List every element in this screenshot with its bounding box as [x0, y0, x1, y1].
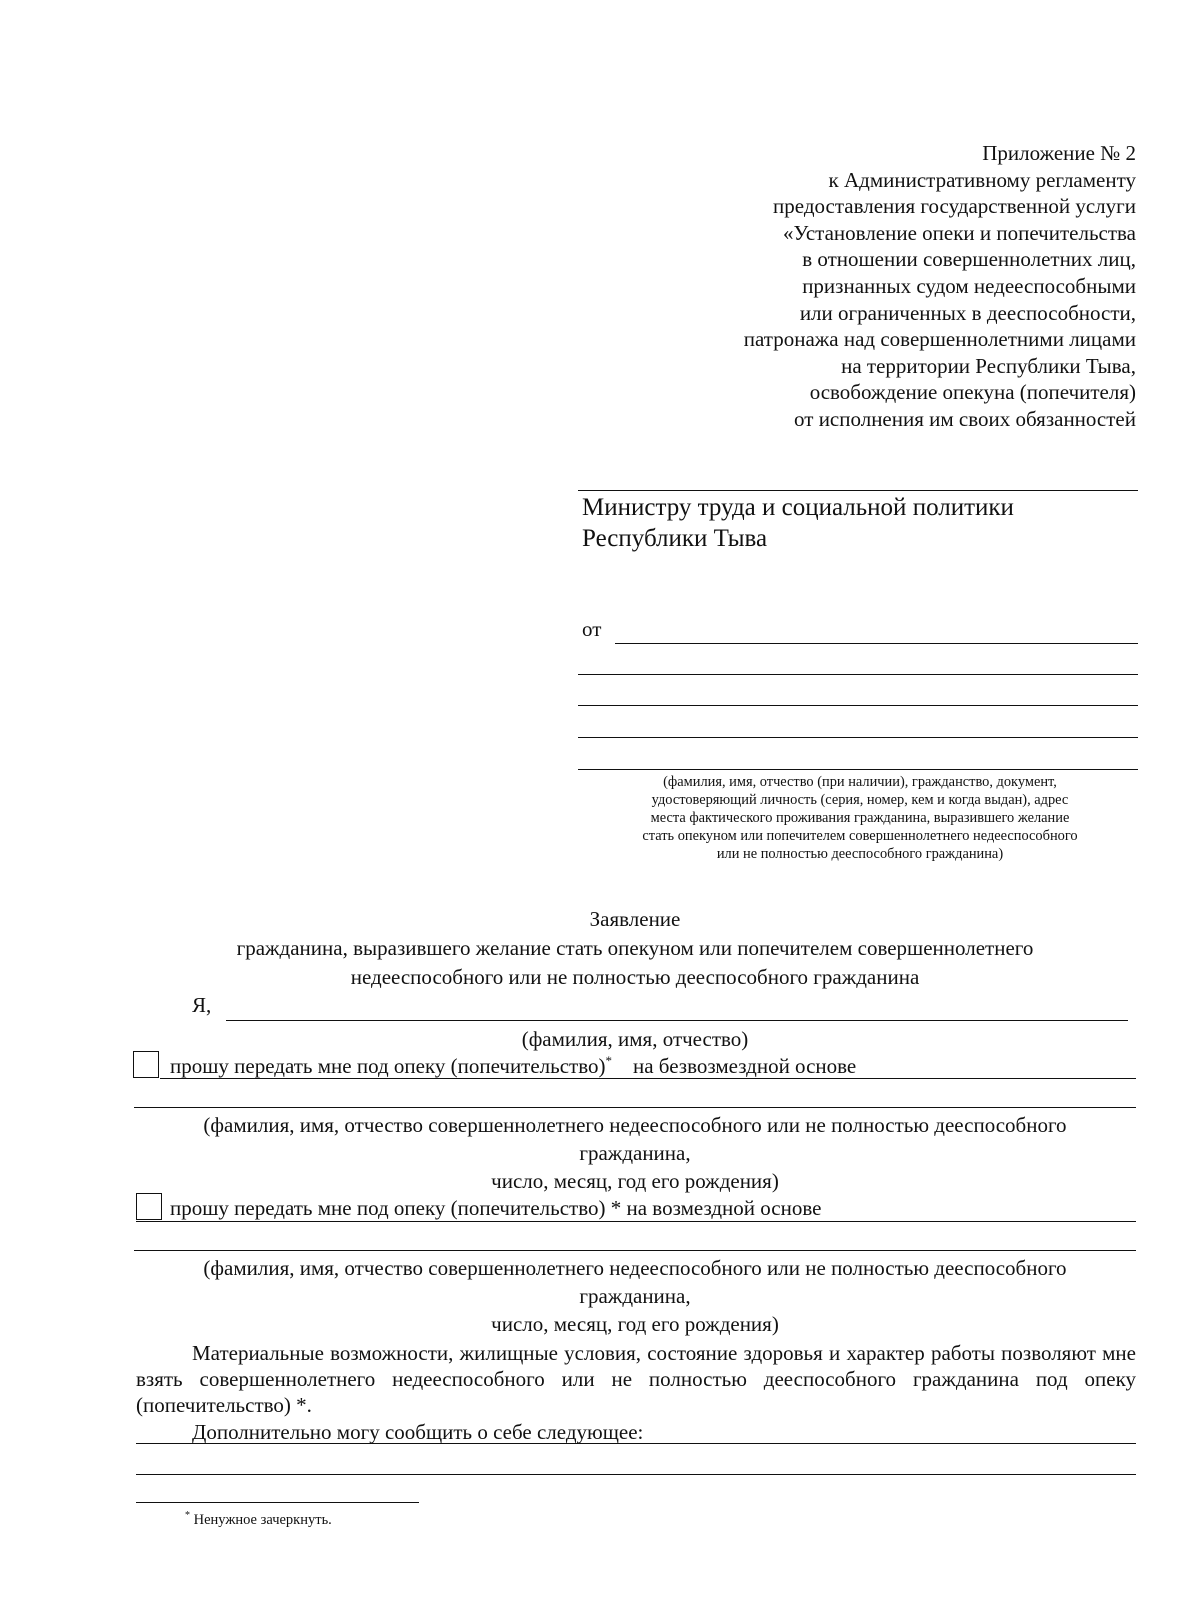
- addressee: [582, 492, 1014, 554]
- applicant-caption-line: или не полностью дееспособного гражданина): [716, 846, 1004, 862]
- applicant-caption-line: стать опекуном или попечителем совершеннолетнего недееспособного: [642, 828, 1078, 844]
- ya-label: Я,: [192, 993, 212, 1017]
- header-line: или ограниченных в дееспособности,: [799, 300, 1136, 325]
- document-title: Заявление: [589, 907, 681, 931]
- header-line: патронажа над совершеннолетними лицами: [743, 327, 1136, 352]
- paragraph-capabilities: Материальные возможности, жилищные условия, состояние здоровья и характер работы позволяют мне взять совершеннолетнего недееспособного или не полностью дееспособного гражданина под опеку (попечительство) *.: [136, 1341, 1136, 1417]
- option-paid-label: прошу передать мне под опеку (попечительство) * на возмездной основе: [170, 1196, 822, 1220]
- applicant-caption-line: удостоверяющий личность (серия, номер, кем и когда выдан), адрес: [651, 792, 1069, 808]
- applicant-caption: [582, 773, 1138, 863]
- document-subtitle-1: гражданина, выразившего желание стать опекуном или попечителем совершеннолетнего: [236, 936, 1034, 960]
- from-label: от: [582, 617, 602, 641]
- header-line: признанных судом недееспособными: [802, 273, 1136, 298]
- footnote-marker: *: [185, 1510, 190, 1521]
- applicant-line-1[interactable]: [615, 643, 1138, 644]
- ward-caption-1c: число, месяц, год его рождения): [491, 1169, 779, 1193]
- applicant-fio-line[interactable]: [226, 1020, 1128, 1021]
- header-line: на территории Республики Тыва,: [841, 353, 1136, 378]
- addressee-top-rule: [578, 490, 1138, 491]
- paragraph-additional: Дополнительно могу сообщить о себе следующее:: [192, 1420, 644, 1444]
- appendix-header: [744, 140, 1136, 433]
- header-line: «Установление опеки и попечительства: [783, 220, 1136, 245]
- ward-caption-2a: (фамилия, имя, отчество совершеннолетнего недееспособного или не полностью дееспособного: [203, 1256, 1067, 1280]
- applicant-line-3[interactable]: [578, 705, 1138, 706]
- addressee-line-2: Республики Тыва: [582, 525, 768, 552]
- option-paid-checkbox[interactable]: [136, 1193, 162, 1220]
- header-line: в отношении совершеннолетних лиц,: [802, 247, 1136, 272]
- fio-caption: (фамилия, имя, отчество): [521, 1027, 749, 1051]
- ward-caption-2c: число, месяц, год его рождения): [491, 1312, 779, 1336]
- applicant-line-2[interactable]: [578, 674, 1138, 675]
- ward-caption-2b: гражданина,: [579, 1284, 691, 1308]
- option-free-star: *: [605, 1053, 612, 1068]
- footnote-text: Ненужное зачеркнуть.: [193, 1511, 332, 1528]
- option-free-checkbox[interactable]: [133, 1051, 159, 1078]
- option-free-underline: [160, 1078, 1136, 1079]
- applicant-caption-line: места фактического проживания гражданина, выразившего желание: [650, 810, 1070, 826]
- addressee-line-1: Министру труда и социальной политики: [582, 494, 1014, 521]
- footnote: [185, 1510, 332, 1529]
- header-line: от исполнения им своих обязанностей: [794, 406, 1136, 431]
- header-line: предоставления государственной услуги: [773, 194, 1136, 219]
- option-paid-underline: [136, 1221, 1136, 1222]
- header-line: Приложение № 2: [982, 141, 1136, 165]
- additional-line-1[interactable]: [136, 1443, 1136, 1444]
- option-free-suffix: на безвозмездной основе: [633, 1054, 857, 1078]
- header-line: освобождение опекуна (попечителя): [809, 380, 1136, 405]
- ward-line-2[interactable]: [134, 1250, 1136, 1251]
- additional-line-2[interactable]: [136, 1474, 1136, 1475]
- option-free-text: прошу передать мне под опеку (попечительство): [170, 1054, 606, 1078]
- ward-caption-1b: гражданина,: [579, 1141, 691, 1165]
- footnote-separator: [136, 1502, 419, 1503]
- option-free-label: [170, 1053, 856, 1079]
- header-line: к Административному регламенту: [828, 167, 1136, 192]
- applicant-caption-line: (фамилия, имя, отчество (при наличии), гражданство, документ,: [663, 774, 1057, 790]
- ward-caption-1a: (фамилия, имя, отчество совершеннолетнего недееспособного или не полностью дееспособного: [203, 1113, 1067, 1137]
- ward-line-1[interactable]: [134, 1107, 1136, 1108]
- document-subtitle-2: недееспособного или не полностью дееспособного гражданина: [350, 965, 920, 989]
- applicant-line-5[interactable]: [578, 769, 1138, 770]
- applicant-line-4[interactable]: [578, 737, 1138, 738]
